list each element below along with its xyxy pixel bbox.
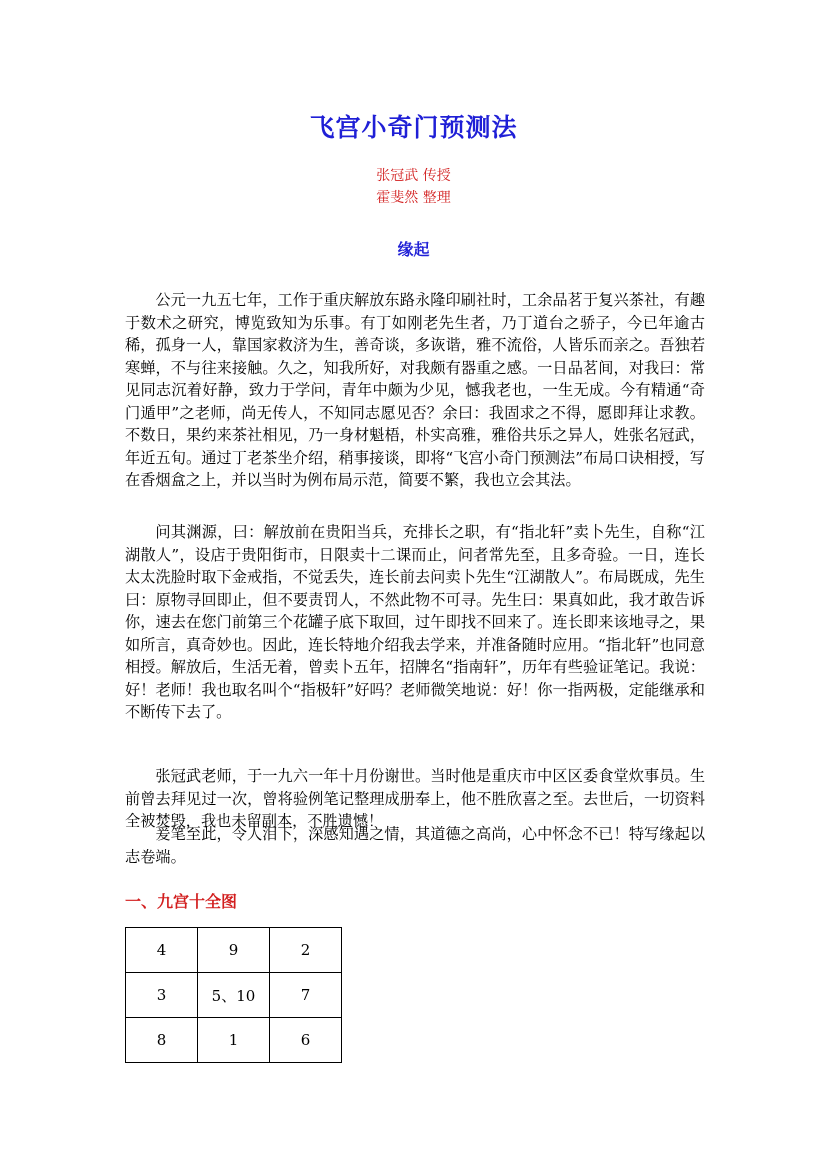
grid-cell: 2 [270,928,342,973]
grid-cell: 1 [198,1018,270,1063]
grid-cell: 5、10 [198,973,270,1018]
grid-cell: 4 [126,928,198,973]
grid-cell: 8 [126,1018,198,1063]
grid-cell: 6 [270,1018,342,1063]
paragraph: 问其渊源，曰：解放前在贵阳当兵，充排长之职，有“指北轩”卖卜先生，自称“江湖散人”，设店于贵阳街市，日限卖十二课而止，问者常先至，且多奇验。一日，连长太太洗脸时取下金戒指，不觉丢失，连长前去问卖卜先生“江湖散人”。布局既成，先生曰：原物寻回即止，但不要责罚人，不然此物不可寻。先生曰：果真如此，我才敢告诉你，速去在您门前第三个花罐子底下取回，过午即找不回来了。连长即来该地寻之，果如所言，真奇妙也。因此，连长特地介绍我去学来，并准备随时应用。“指北轩”也同意相授。解放后，生活无着，曾卖卜五年，招牌名“指南轩”，历年有些验证笔记。我说：好！老师！我也取名叫个“指极轩”好吗？老师微笑地说：好！你一指两极，定能继承和不断传下去了。 [125,523,705,721]
section-title-nine-palace: 一、九宫十全图 [125,892,238,911]
credit-author: 张冠武 传授 [376,168,451,184]
grid-cell: 9 [198,928,270,973]
nine-palace-grid [125,927,342,1063]
section-heading-origin: 缘起 [397,240,430,259]
grid-cell: 3 [126,973,198,1018]
paragraph: 爰笔至此，令人泪下，深感知遇之情，其道德之高尚，心中怀念不已！特写缘起以志卷端。 [125,825,705,866]
grid-cell: 7 [270,973,342,1018]
paragraph: 张冠武老师，于一九六一年十月份谢世。当时他是重庆市中区区委食堂炊事员。生前曾去拜见过一次，曾将验例笔记整理成册奉上，他不胜欣喜之至。去世后，一切资料全被焚毁，我也未留副本，不胜遗憾！ [125,767,705,830]
page-title: 飞宫小奇门预测法 [309,113,518,142]
paragraph: 公元一九五七年，工作于重庆解放东路永隆印刷社时，工余品茗于复兴茶社，有趣于数术之研究，博览致知为乐事。有丁如刚老先生者，乃丁道台之骄子，今已年逾古稀，孤身一人，靠国家救济为生，善奇谈，多诙谐，雅不流俗，人皆乐而亲之。吾独若寒蝉，不与往来接触。久之，知我所好，对我颇有器重之感。一日品茗间，对我曰：常见同志沉着好静，致力于学问，青年中颇为少见，憾我老也，一生无成。今有精通“奇门遁甲”之老师，尚无传人，不知同志愿见否？余曰：我固求之不得，愿即拜让求教。不数日，果约来茶社相见，乃一身材魁梧，朴实高雅，雅俗共乐之异人，姓张名冠武，年近五旬。通过丁老茶坐介绍，稍事接谈，即将“飞宫小奇门预测法”布局口诀相授，写在香烟盒之上，并以当时为例布局示范，简要不繁，我也立会其法。 [125,291,705,489]
credit-editor: 霍斐然 整理 [376,190,451,206]
